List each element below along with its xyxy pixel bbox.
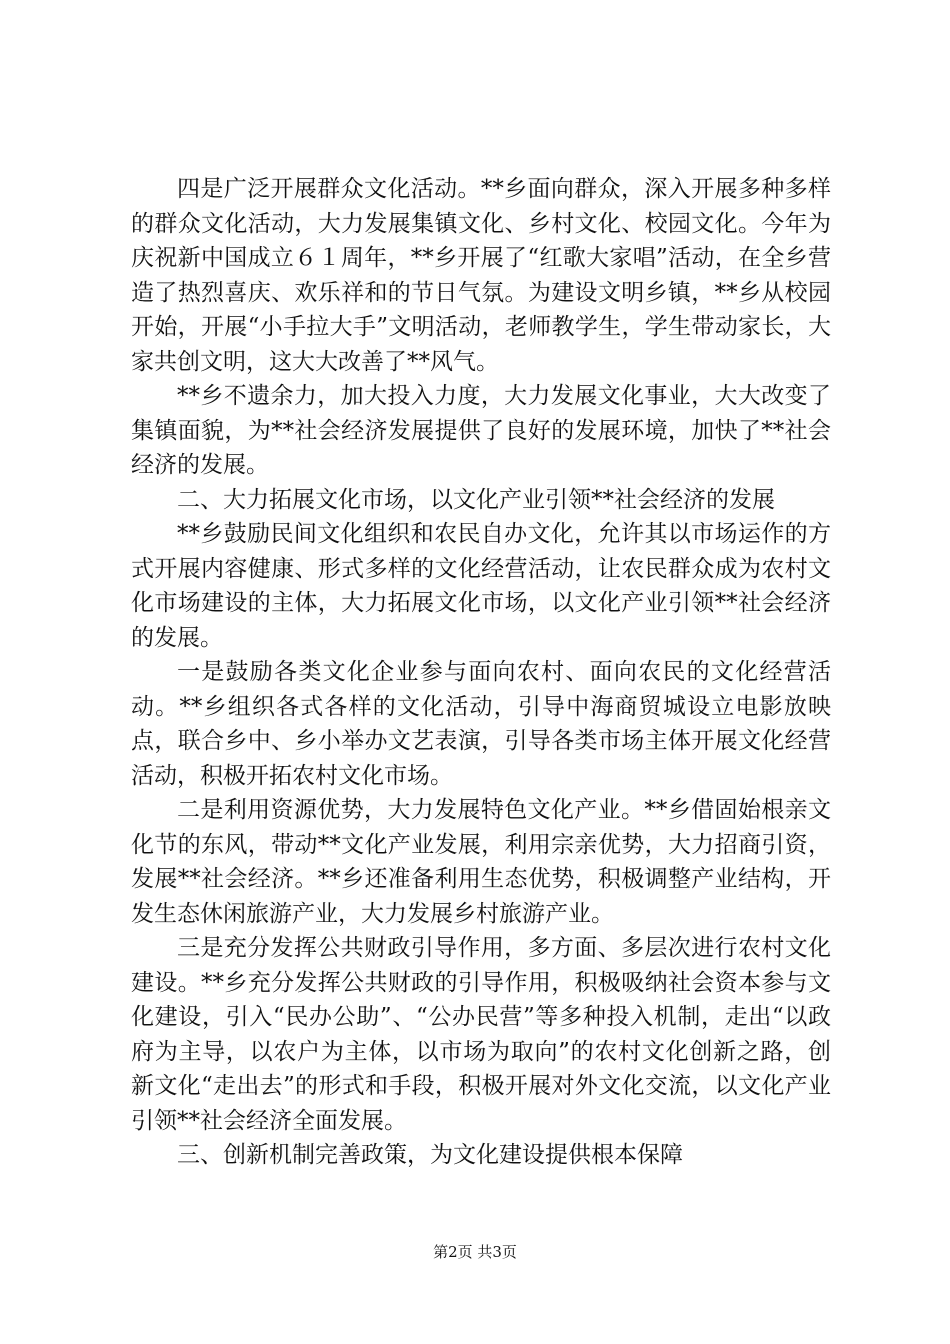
paragraph-folk-culture: **乡鼓励民间文化组织和农民自办文化，允许其以市场运作的方式开展内容健康、形式多样的文化经营活动，让农民群众成为农村文化市场建设的主体，大力拓展文化市场，以文化产业引领**社会经济的发展。 (131, 521, 831, 651)
document-body (131, 172, 831, 1173)
paragraph-public-finance: 三是充分发挥公共财政引导作用，多方面、多层次进行农村文化建设。**乡充分发挥公共财政的引导作用，积极吸纳社会资本参与文化建设，引入“民办公助”、“公办民营”等多种投入机制，走出“以政府为主导，以农户为主体，以市场为取向”的农村文化创新之路，创新文化“走出去”的形式和手段，积极开展对外文化交流，以文化产业引领**社会经济全面发展。 (131, 935, 831, 1134)
paragraph-resource-advantages: 二是利用资源优势，大力发展特色文化产业。**乡借固始根亲文化节的东风，带动**文化产业发展，利用宗亲优势，大力招商引资，发展**社会经济。**乡还准备利用生态优势，积极调整产业结构，开发生态休闲旅游产业，大力发展乡村旅游产业。 (131, 797, 831, 927)
section-heading-policy-innovation: 三、创新机制完善政策，为文化建设提供根本保障 (177, 1142, 683, 1168)
paragraph-cultural-enterprises: 一是鼓励各类文化企业参与面向农村、面向农民的文化经营活动。**乡组织各式各样的文化活动，引导中海商贸城设立电影放映点，联合乡中、乡小举办文艺表演，引导各类市场主体开展文化经营活动，积极开拓农村文化市场。 (131, 659, 831, 789)
paragraph-cultural-activities: 四是广泛开展群众文化活动。**乡面向群众，深入开展多种多样的群众文化活动，大力发展集镇文化、乡村文化、校园文化。今年为庆祝新中国成立６１周年，**乡开展了“红歌大家唱”活动，在全乡营造了热烈喜庆、欢乐祥和的节日气氛。为建设文明乡镇，**乡从校园开始，开展“小手拉大手”文明活动，老师教学生，学生带动家长，大家共创文明，这大大改善了**风气。 (131, 176, 831, 375)
page-footer: 第2页 共3页 (433, 1243, 517, 1261)
section-heading-cultural-market: 二、大力拓展文化市场，以文化产业引领**社会经济的发展 (177, 486, 775, 513)
paragraph-cultural-undertakings: **乡不遗余力，加大投入力度，大力发展文化事业，大大改变了集镇面貌，为**社会经济发展提供了良好的发展环境，加快了**社会经济的发展。 (131, 383, 831, 478)
